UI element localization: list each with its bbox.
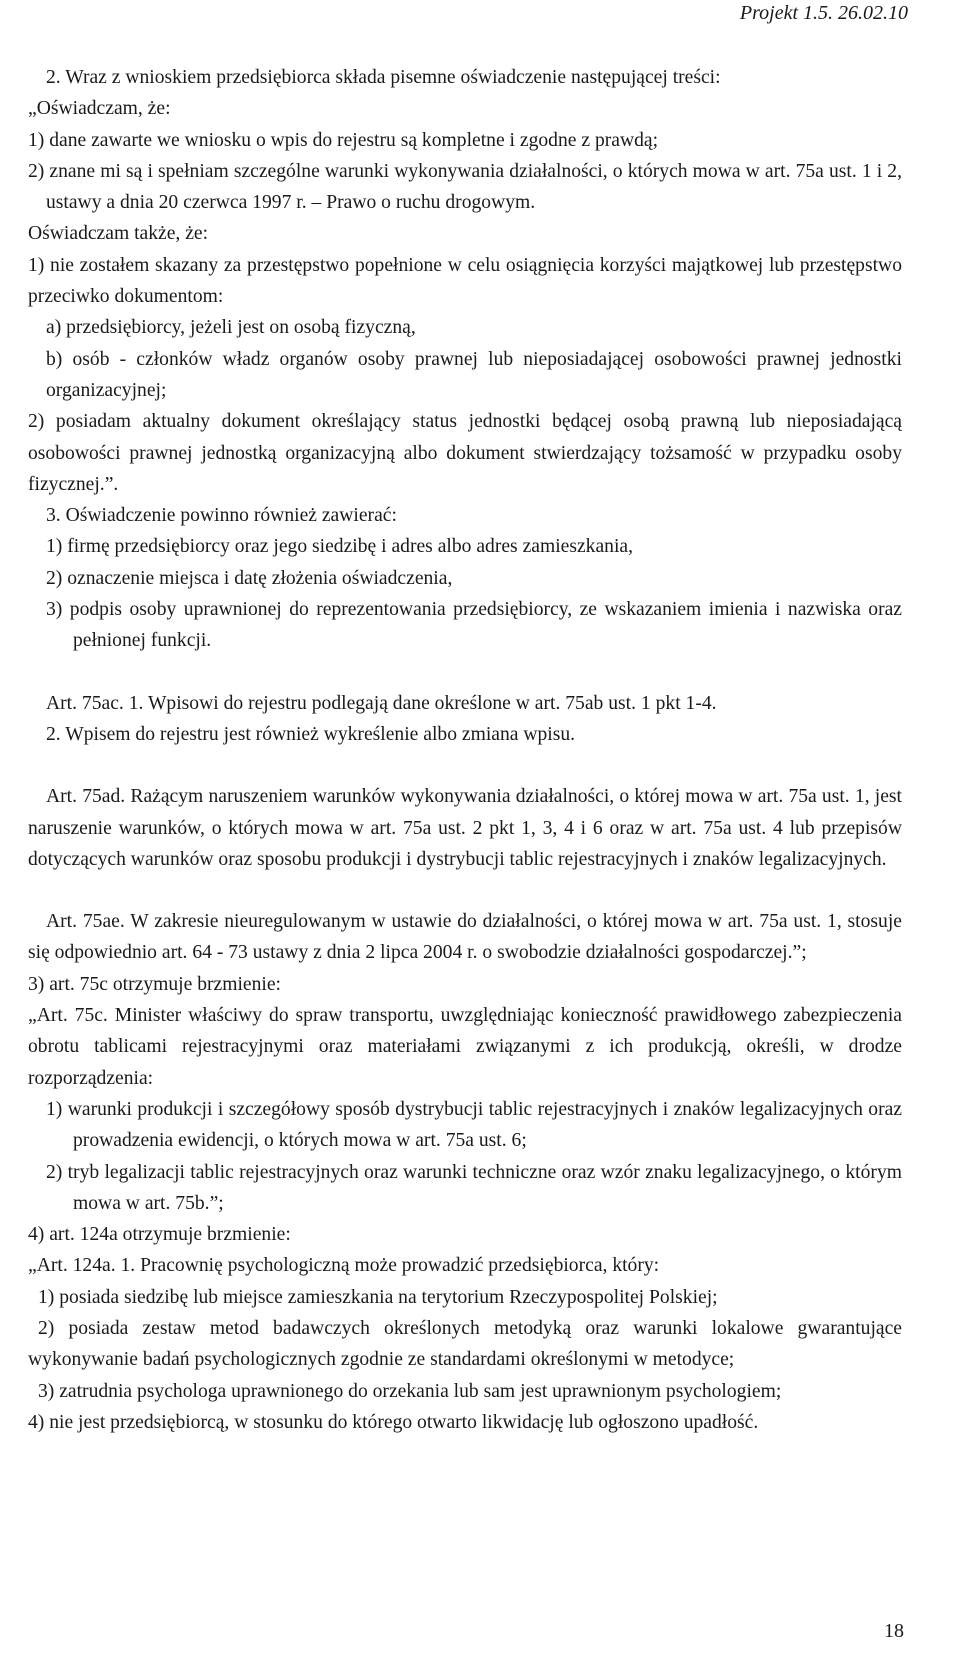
- article-75ad: Art. 75ad. Rażącym naruszeniem warunków wykonywania działalności, o której mowa w art. 75a ust. 1, jest naruszenie warunków, o których mowa w art. 75a ust. 2 pkt 1, 3, 4 i 6 oraz w art. 75a ust. 4 lub przepisów dotyczących warunków oraz sposobu produkcji i dystrybucji tablic rejestracyjnych i znaków legalizacyjnych.: [28, 786, 902, 870]
- article-124a-1: „Art. 124a. 1. Pracownię psychologiczną może prowadzić przedsiębiorca, który:: [28, 1255, 660, 1277]
- declaration-also-item-1b: b) osób - członków władz organów osoby prawnej lub nieposiadającej osobowości prawnej jednostki organizacyjnej;: [46, 348, 902, 401]
- article-75c: „Art. 75c. Minister właściwy do spraw transportu, uwzględniając konieczność prawidłowego zabezpieczenia obrotu tablicami rejestracyjnymi oraz materiałami związanymi z ich produkcją, określi, w drodze rozporządzenia:: [28, 1005, 902, 1089]
- declaration-also-item-1: 1) nie zostałem skazany za przestępstwo popełnione w celu osiągnięcia korzyści majątkowej lub przestępstwo przeciwko dokumentom:: [28, 254, 902, 308]
- paragraph-3-item-2: 2) oznaczenie miejsca i datę złożenia oświadczenia,: [46, 567, 453, 589]
- paragraph-3: 3. Oświadczenie powinno również zawierać:: [46, 505, 397, 527]
- paragraph-2: 2. Wraz z wnioskiem przedsiębiorca składa pisemne oświadczenie następującej treści:: [46, 67, 721, 88]
- declaration-item-1: 1) dane zawarte we wniosku o wpis do rejestru są kompletne i zgodne z prawdą;: [28, 129, 659, 151]
- article-75c-item-1: 1) warunki produkcji i szczegółowy sposób dystrybucji tablic rejestracyjnych i znaków legalizacyjnych oraz prowadzenia ewidencji, o których mowa w art. 75a ust. 6;: [46, 1098, 902, 1152]
- article-124a-item-1: 1) posiada siedzibę lub miejsce zamieszkania na terytorium Rzeczypospolitej Polskiej;: [38, 1286, 718, 1308]
- article-124a-item-4: 4) nie jest przedsiębiorcą, w stosunku do którego otwarto likwidację lub ogłoszono upadłość.: [28, 1411, 759, 1433]
- paragraph-3-item-1: 1) firmę przedsiębiorcy oraz jego siedzibę i adres albo adres zamieszkania,: [46, 536, 633, 558]
- declaration-also-item-2: 2) posiadam aktualny dokument określający status jednostki będącej osobą prawną lub nieposiadającą osobowości prawnej jednostką organizacyjną albo dokument stwierdzający tożsamość w przypadku osoby fizycznej.”.: [28, 411, 902, 495]
- declaration-intro: „Oświadczam, że:: [28, 98, 171, 120]
- declaration-item-2: 2) znane mi są i spełniam szczególne warunki wykonywania działalności, o których mowa w art. 75a ust. 1 i 2, ustawy a dnia 20 czerwca 1997 r. – Prawo o ruchu drogowym.: [28, 160, 902, 214]
- paragraph-3-item-3: 3) podpis osoby uprawnionej do reprezentowania przedsiębiorcy, ze wskazaniem imienia i nazwiska oraz pełnionej funkcji.: [46, 599, 902, 652]
- article-75c-item-2: 2) tryb legalizacji tablic rejestracyjnych oraz warunki techniczne oraz wzór znaku legalizacyjnego, o którym mowa w art. 75b.”;: [46, 1161, 902, 1214]
- article-124a-item-2: 2) posiada zestaw metod badawczych określonych metodyką oraz warunki lokalowe gwarantujące wykonywanie badań psychologicznych zgodnie ze standardami określonymi w metodyce;: [28, 1317, 902, 1371]
- amendment-4: 4) art. 124a otrzymuje brzmienie:: [28, 1224, 291, 1246]
- declaration-also: Oświadczam także, że:: [28, 223, 209, 245]
- article-124a-item-3: 3) zatrudnia psychologa uprawnionego do orzekania lub sam jest uprawnionym psychologiem;: [38, 1380, 782, 1402]
- amendment-3: 3) art. 75c otrzymuje brzmienie:: [28, 973, 281, 995]
- document-body: [28, 62, 902, 1438]
- article-75ac-2: 2. Wpisem do rejestru jest również wykreślenie albo zmiana wpisu.: [46, 723, 576, 745]
- article-75ae: Art. 75ae. W zakresie nieuregulowanym w ustawie do działalności, o której mowa w art. 75a ust. 1, stosuje się odpowiednio art. 64 - 73 ustawy z dnia 2 lipca 2004 r. o swobodzie działalności gospodarczej.”;: [28, 911, 902, 964]
- page-number: 18: [884, 1620, 904, 1642]
- project-version-label: Projekt 1.5. 26.02.10: [739, 2, 908, 24]
- declaration-also-item-1a: a) przedsiębiorcy, jeżeli jest on osobą fizyczną,: [46, 317, 416, 339]
- article-75ac-1: Art. 75ac. 1. Wpisowi do rejestru podlegają dane określone w art. 75ab ust. 1 pkt 1-4.: [46, 692, 717, 714]
